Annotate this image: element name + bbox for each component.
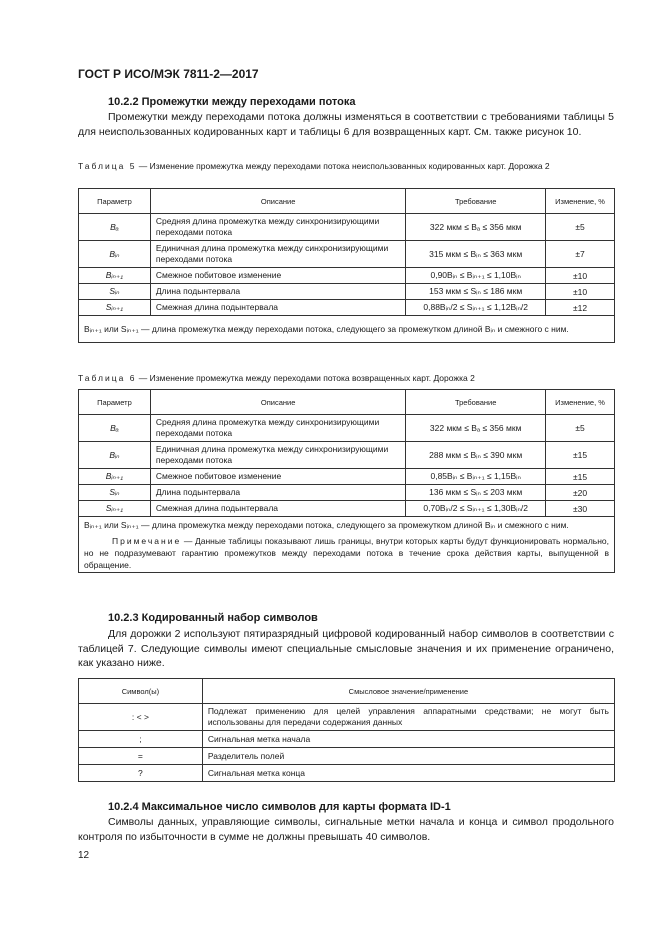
- table5-caption-label: Таблица 5: [78, 161, 137, 171]
- table5-change-cell: ±12: [546, 300, 615, 316]
- table6-requirement-cell: 322 мкм ≤ Bₐ ≤ 356 мкм: [406, 415, 546, 442]
- table6-caption-text: — Изменение промежутка между переходами потока возвращенных карт. Дорожка 2: [136, 373, 475, 383]
- section-heading-10-2-4: 10.2.4 Максимальное число символов для карты формата ID-1: [108, 801, 451, 813]
- table5-requirement-cell: 322 мкм ≤ Bₐ ≤ 356 мкм: [406, 214, 546, 241]
- table6-param-cell: Bᵢₙ₊₁: [79, 469, 151, 485]
- table5-description-cell: Средняя длина промежутка между синхронизирующими переходами потока: [150, 214, 405, 241]
- table5-description-cell: Единичная длина промежутка между синхронизирующими переходами потока: [150, 241, 405, 268]
- table5-requirement-cell: 315 мкм ≤ Bᵢₙ ≤ 363 мкм: [406, 241, 546, 268]
- table6-caption: [78, 372, 614, 384]
- table6-param-cell: Bᵢₙ: [79, 442, 151, 469]
- table7-header-row: [79, 679, 615, 704]
- table5-header-cell: Требование: [406, 189, 546, 214]
- table6-row: [79, 442, 615, 469]
- table6-requirement-cell: 136 мкм ≤ Sᵢₙ ≤ 203 мкм: [406, 485, 546, 501]
- table6-row: [79, 501, 615, 517]
- table5-description-cell: Смежная длина подынтервала: [150, 300, 405, 316]
- table5-row: [79, 214, 615, 241]
- table-5: [78, 188, 615, 343]
- table6-change-cell: ±20: [546, 485, 615, 501]
- table6-description-cell: Средняя длина промежутка между синхронизирующими переходами потока: [150, 415, 405, 442]
- table6-description-cell: Смежная длина подынтервала: [150, 501, 405, 517]
- table5-param-cell: Bₐ: [79, 214, 151, 241]
- table5-param-cell: Bᵢₙ₊₁: [79, 268, 151, 284]
- section-heading-10-2-2: 10.2.2 Промежутки между переходами потока: [108, 96, 356, 108]
- table7-symbol-cell: ?: [79, 765, 203, 782]
- table6-header-cell: Описание: [150, 390, 405, 415]
- table6-change-cell: ±30: [546, 501, 615, 517]
- table5-change-cell: ±5: [546, 214, 615, 241]
- table5-row: [79, 241, 615, 268]
- table6-requirement-cell: 288 мкм ≤ Bᵢₙ ≤ 390 мкм: [406, 442, 546, 469]
- table7-header-cell: Символ(ы): [79, 679, 203, 704]
- table6-description-cell: Длина подынтервала: [150, 485, 405, 501]
- table5-header-row: [79, 189, 615, 214]
- table6-header-cell: Изменение, %: [546, 390, 615, 415]
- table6-row: [79, 469, 615, 485]
- table6-change-cell: ±15: [546, 442, 615, 469]
- table6-header-cell: Параметр: [79, 390, 151, 415]
- section-text-10-2-4: Символы данных, управляющие символы, сигнальные метки начала и конца и символ продольного контроля по избыточности в сумме не должны превышать 40 символов.: [78, 816, 614, 843]
- table6-change-cell: ±15: [546, 469, 615, 485]
- document-header: ГОСТ Р ИСО/МЭК 7811-2—2017: [78, 67, 259, 81]
- table5-param-cell: Sᵢₙ₊₁: [79, 300, 151, 316]
- table7-row: [79, 731, 615, 748]
- table6-footnote-row: [79, 517, 615, 573]
- page-number: 12: [78, 850, 90, 861]
- table5-requirement-cell: 153 мкм ≤ Sᵢₙ ≤ 186 мкм: [406, 284, 546, 300]
- table6-row: [79, 485, 615, 501]
- table6-requirement-cell: 0,85Bᵢₙ ≤ Bᵢₙ₊₁ ≤ 1,15Bᵢₙ: [406, 469, 546, 485]
- table5-param-cell: Bᵢₙ: [79, 241, 151, 268]
- table6-notes-cell: [79, 517, 615, 573]
- table5-caption-text: — Изменение промежутка между переходами потока неиспользованных кодированных карт. Дорожка 2: [136, 161, 550, 171]
- table5-requirement-cell: 0,90Bᵢₙ ≤ Bᵢₙ₊₁ ≤ 1,10Bᵢₙ: [406, 268, 546, 284]
- table5-row: [79, 300, 615, 316]
- table5-footnote-row: [79, 316, 615, 343]
- table-7: [78, 678, 615, 782]
- table5-change-cell: ±10: [546, 284, 615, 300]
- table7-meaning-cell: Разделитель полей: [202, 748, 614, 765]
- table6-param-cell: Sᵢₙ₊₁: [79, 501, 151, 517]
- section-heading-10-2-3: 10.2.3 Кодированный набор символов: [108, 612, 318, 624]
- table7-row: [79, 704, 615, 731]
- table5-caption: [78, 160, 614, 172]
- table6-caption-label: Таблица 6: [78, 373, 137, 383]
- table5-row: [79, 284, 615, 300]
- table5-description-cell: Длина подынтервала: [150, 284, 405, 300]
- table5-description-cell: Смежное побитовое изменение: [150, 268, 405, 284]
- table6-row: [79, 415, 615, 442]
- table-6: [78, 389, 615, 573]
- table7-symbol-cell: =: [79, 748, 203, 765]
- table5-footnote: Bᵢₙ₊₁ или Sᵢₙ₊₁ — длина промежутка между переходами потока, следующего за промежутком длиной Bᵢₙ и смежного с ним.: [79, 316, 615, 343]
- table6-note-text: — Данные таблицы показывают лишь границы, внутри которых карты будут функционировать нормально, но не подразумевают гарантию промежутков между переходами потока в течение срока действия карты, выпущенной в обращение.: [84, 536, 609, 570]
- table7-header-cell: Смысловое значение/применение: [202, 679, 614, 704]
- table6-requirement-cell: 0,70Bᵢₙ/2 ≤ Sᵢₙ₊₁ ≤ 1,30Bᵢₙ/2: [406, 501, 546, 517]
- table7-meaning-cell: Подлежат применению для целей управления аппаратными средствами; не могут быть использованы для передачи содержания данных: [202, 704, 614, 731]
- table5-param-cell: Sᵢₙ: [79, 284, 151, 300]
- table6-footnote: Bᵢₙ₊₁ или Sᵢₙ₊₁ — длина промежутка между переходами потока, следующего за промежутком длиной Bᵢₙ и смежного с ним.: [84, 520, 569, 530]
- table6-description-cell: Единичная длина промежутка между синхронизирующими переходами потока: [150, 442, 405, 469]
- table6-param-cell: Bₐ: [79, 415, 151, 442]
- section-text-10-2-3: Для дорожки 2 используют пятиразрядный цифровой кодированный набор символов в соответствии с таблицей 7. Следующие символы имеют специальные смысловые значения и их применение ограничено, как указано ниже.: [78, 628, 614, 669]
- table7-meaning-cell: Сигнальная метка конца: [202, 765, 614, 782]
- table5-requirement-cell: 0,88Bᵢₙ/2 ≤ Sᵢₙ₊₁ ≤ 1,12Bᵢₙ/2: [406, 300, 546, 316]
- table5-change-cell: ±10: [546, 268, 615, 284]
- table7-meaning-cell: Сигнальная метка начала: [202, 731, 614, 748]
- table5-header-cell: Изменение, %: [546, 189, 615, 214]
- table5-change-cell: ±7: [546, 241, 615, 268]
- table5-header-cell: Параметр: [79, 189, 151, 214]
- table7-row: [79, 765, 615, 782]
- table6-header-row: [79, 390, 615, 415]
- table6-param-cell: Sᵢₙ: [79, 485, 151, 501]
- table6-description-cell: Смежное побитовое изменение: [150, 469, 405, 485]
- section-text-10-2-2: Промежутки между переходами потока должны изменяться в соответствии с требованиями таблицы 5 для неиспользованных кодированных карт и таблицы 6 для возвращенных карт. См. также рисунок 10.: [78, 111, 614, 138]
- table5-row: [79, 268, 615, 284]
- table7-symbol-cell: : < >: [79, 704, 203, 731]
- table6-note: [84, 535, 609, 571]
- table6-note-label: Примечание: [112, 536, 182, 546]
- table7-row: [79, 748, 615, 765]
- table6-change-cell: ±5: [546, 415, 615, 442]
- table5-header-cell: Описание: [150, 189, 405, 214]
- table7-symbol-cell: ;: [79, 731, 203, 748]
- table6-header-cell: Требование: [406, 390, 546, 415]
